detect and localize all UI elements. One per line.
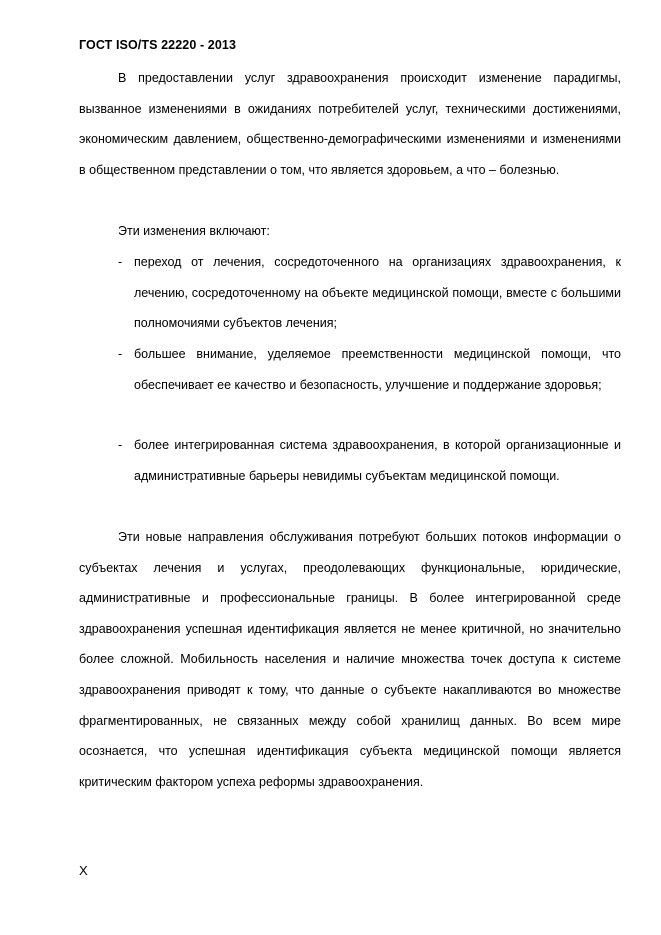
list-item-text: более интегрированная система здравоохранения, в которой организационные и административные барьеры невидимы субъектам медицинской помощи. [134,438,621,483]
document-header: ГОСТ ISO/TS 22220 - 2013 [79,38,236,52]
list-item-text: переход от лечения, сосредоточенного на организациях здравоохранения, к лечению, сосредоточенному на объекте медицинской помощи, вместе с большими полномочиями субъектов лечения; [134,255,621,331]
bullet-dash: - [118,255,123,269]
page-number: X [79,863,88,878]
list-item [118,339,621,400]
paragraph-intro: В предоставлении услуг здравоохранения происходит изменение парадигмы, вызванное изменениями в ожиданиях потребителей услуг, техническими достижениями, экономическим давлением, общественно-демографическими изменениями и изменениями в общественном представлении о том, что является здоровьем, а что – болезнью. [79,71,621,177]
bullet-dash: - [118,438,123,452]
list-item-text: большее внимание, уделяемое преемственности медицинской помощи, что обеспечивает ее качество и безопасность, улучшение и поддержание здоровья; [134,347,621,392]
list-item [118,430,621,491]
bullet-dash: - [118,347,123,361]
list-item [118,247,621,339]
paragraph-changes-intro: Эти изменения включают: [118,224,270,238]
paragraph-conclusion: Эти новые направления обслуживания потребуют больших потоков информации о субъектах лечения и услугах, преодолевающих функциональные, юридические, административные и профессиональные границы. В более интегрированной среде здравоохранения успешная идентификация является не менее критичной, но значительно более сложной. Мобильность населения и наличие множества точек доступа к системе здравоохранения приводят к тому, что данные о субъекте накапливаются во множестве фрагментированных, не связанных между собой хранилищ данных. Во всем мире осознается, что успешная идентификация субъекта медицинской помощи является критическим фактором успеха реформы здравоохранения. [79,530,621,789]
